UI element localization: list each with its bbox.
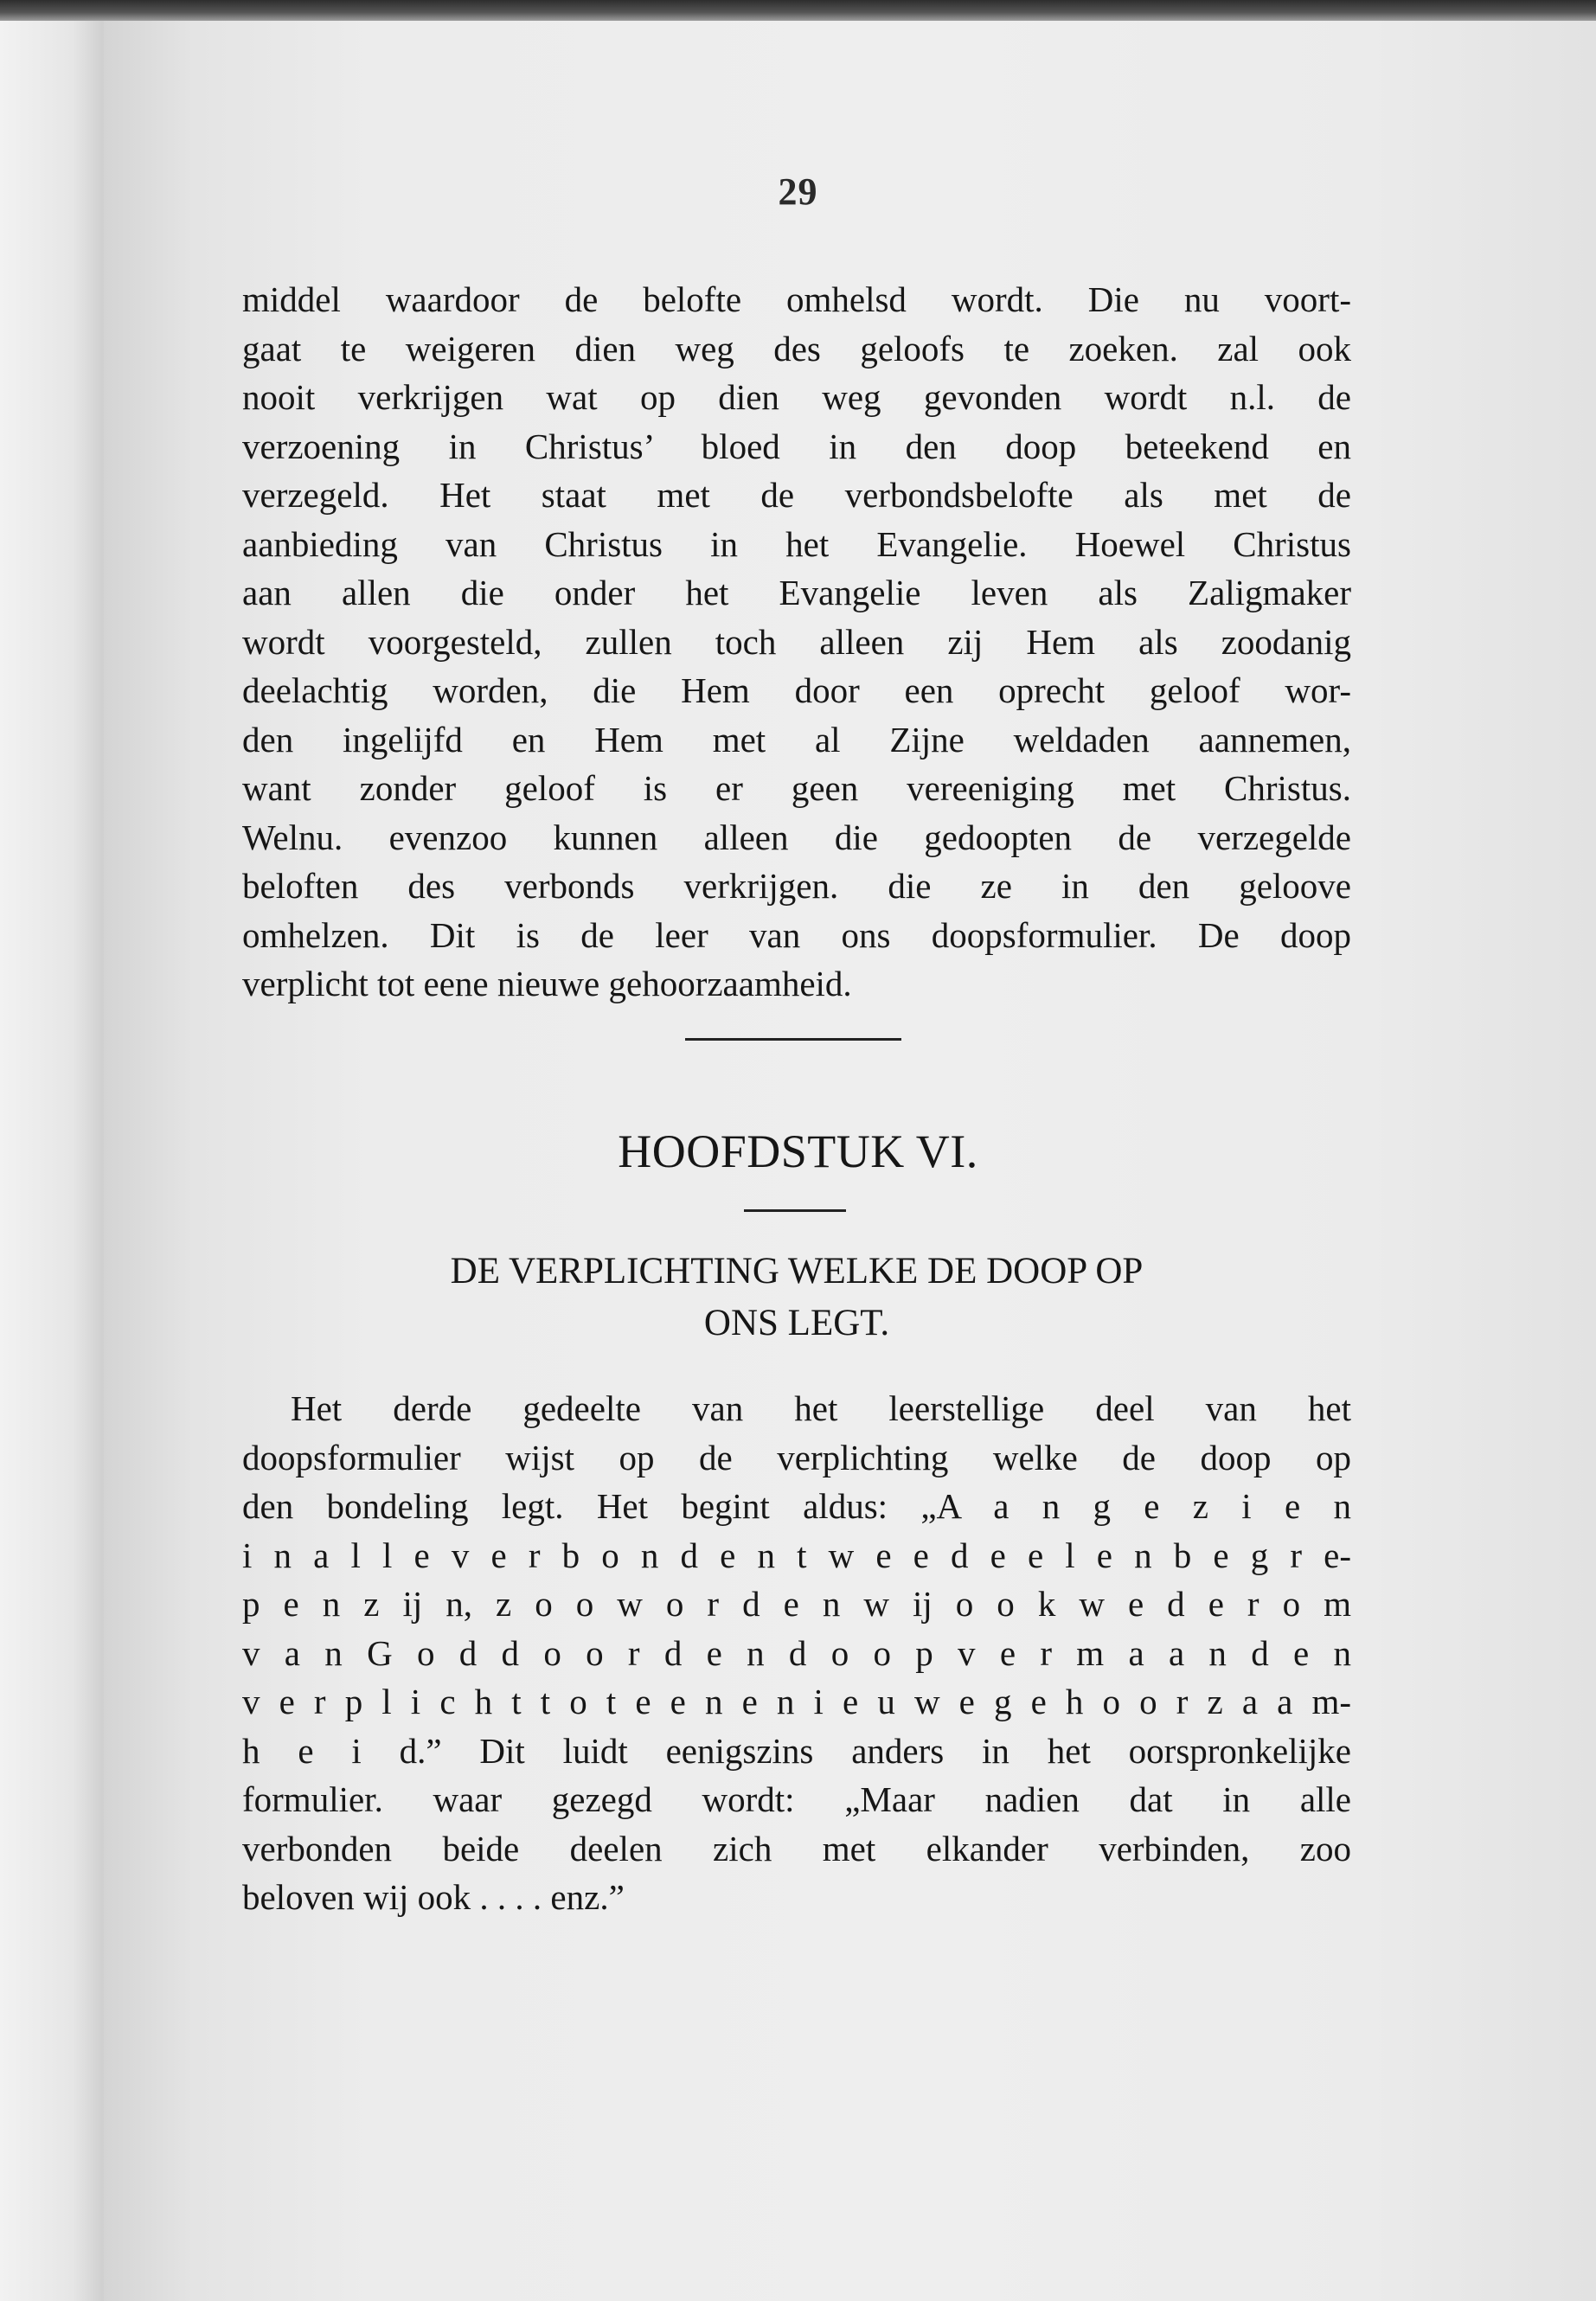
text-line: gaat te weigeren dien weg des geloofs te zoeken. zal ook xyxy=(242,328,1351,369)
text-line: Het derde gedeelte van het leerstellige deel van het xyxy=(291,1388,1351,1428)
section-divider xyxy=(685,1038,901,1041)
section-title-line: ONS LEGT. xyxy=(703,1303,890,1343)
text-line: aan allen die onder het Evangelie leven als Zaligmaker xyxy=(242,573,1351,612)
text-line: beloven wij ook . . . . enz.” xyxy=(242,1877,625,1917)
text-line: i n a l l e v e r b o n d e n t w e e d e e l e n b e g r e- xyxy=(242,1535,1351,1575)
text-line: verplicht tot eene nieuwe gehoorzaamheid. xyxy=(242,964,852,1003)
text-line: v e r p l i c h t t o t e e n e n i e u w e g e h o o r z a a m- xyxy=(242,1682,1351,1721)
scanner-edge xyxy=(0,0,1596,21)
chapter-heading: HOOFDSTUK VI. xyxy=(618,1125,978,1177)
paragraph-1 xyxy=(242,275,1351,1009)
text-line: p e n z ij n, z o o w o r d e n w ij o o k w e d e r o m xyxy=(242,1584,1351,1624)
text-line: nooit verkrijgen wat op dien weg gevonden wordt n.l. de xyxy=(242,377,1351,417)
page-number: 29 xyxy=(778,170,818,213)
text-line: verzoening in Christus’ bloed in den doop beteekend en xyxy=(242,426,1351,466)
text-line: middel waardoor de belofte omhelsd wordt. Die nu voort- xyxy=(242,279,1351,319)
text-line: want zonder geloof is er geen vereeniging met Christus. xyxy=(242,768,1351,808)
section-title xyxy=(242,1246,1351,1349)
heading-underline xyxy=(744,1209,846,1212)
text-line: omhelzen. Dit is de leer van ons doopsformulier. De doop xyxy=(242,914,1351,955)
text-line: Welnu. evenzoo kunnen alleen die gedoopten de verzegelde xyxy=(242,817,1351,857)
text-line: verzegeld. Het staat met de verbondsbelofte als met de xyxy=(242,475,1351,515)
section-title-line: DE VERPLICHTING WELKE DE DOOP OP xyxy=(450,1251,1144,1292)
text-line: beloften des verbonds verkrijgen. die ze in den geloove xyxy=(242,866,1351,906)
text-line: deelachtig worden, die Hem door een oprecht geloof wor- xyxy=(242,670,1351,710)
text-line: wordt voorgesteld, zullen toch alleen zij Hem als zoodanig xyxy=(242,621,1351,662)
text-line: v a n G o d d o o r d e n d o o p v e r m a a n d e n xyxy=(242,1632,1351,1673)
text-line: aanbieding van Christus in het Evangelie. Hoewel Christus xyxy=(242,523,1351,564)
text-line: den ingelijfd en Hem met al Zijne weldaden aannemen, xyxy=(242,719,1351,760)
text-line: verbonden beide deelen zich met elkander verbinden, zoo xyxy=(242,1828,1351,1868)
paragraph-2 xyxy=(242,1384,1351,1922)
text-line: doopsformulier wijst op de verplichting welke de doop op xyxy=(242,1437,1351,1477)
text-line: den bondeling legt. Het begint aldus: „A a n g e z i e n xyxy=(242,1486,1351,1526)
text-line: formulier. waar gezegd wordt: „Maar nadien dat in alle xyxy=(242,1779,1351,1819)
text-line: h e i d.” Dit luidt eenigszins anders in het oorspronkelijke xyxy=(242,1730,1351,1771)
